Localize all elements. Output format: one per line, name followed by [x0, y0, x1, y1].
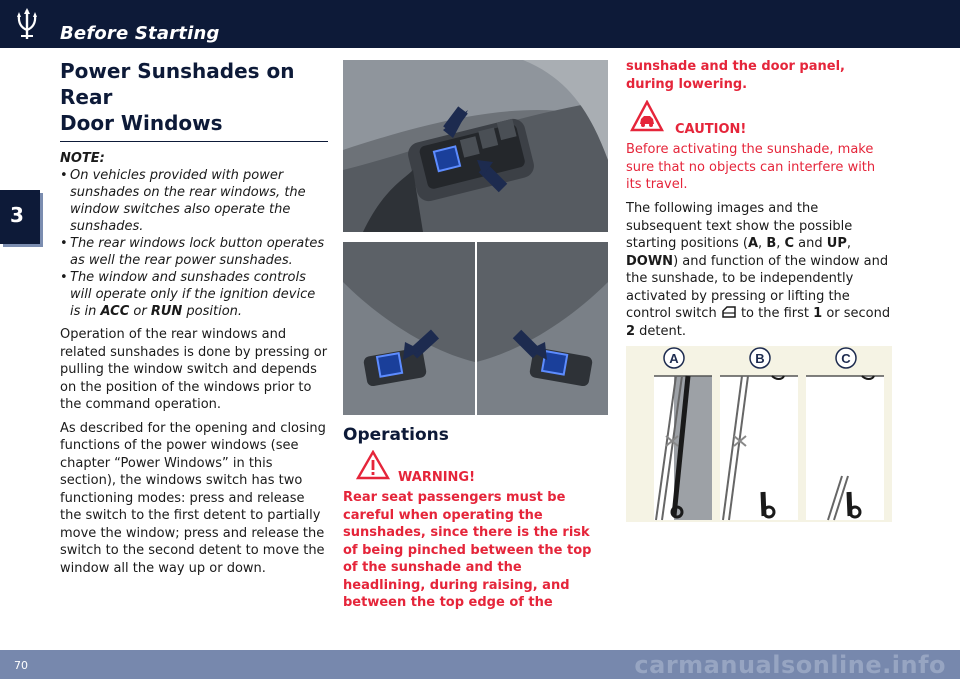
title-line-2: Door Windows: [60, 111, 223, 135]
page-number: 70: [14, 659, 28, 672]
position-c-panel: [806, 376, 884, 520]
note-text: position.: [182, 304, 243, 319]
note-item: • On vehicles provided with power sunshades on the rear windows, the window switches also operate the sunshades.: [60, 168, 306, 234]
article-column: [60, 58, 328, 577]
note-item: • The window and sunshades controls will operate only if the ignition device is in ACC or RUN position.: [60, 270, 316, 319]
label-c: [836, 348, 856, 368]
text-span: detent.: [635, 323, 686, 339]
title-line-1: Power Sunshades on Rear: [60, 59, 295, 109]
note-text: or: [129, 304, 151, 319]
run-label: RUN: [150, 304, 183, 319]
rear-switches-photo: [343, 242, 608, 415]
paragraph-functions: As described for the opening and closing functions of the power windows (see chapter “Power Windows” in this section), the windows switch has two functioning modes: press and release the switch to the first detent to partially move the window; press and release the switch to the second detent to move the window all the way up or down.: [60, 420, 326, 576]
door-switch-photo: [343, 60, 608, 232]
title-divider: [60, 141, 328, 142]
position-c: C: [784, 236, 795, 251]
position-a: A: [747, 236, 759, 251]
position-b: B: [766, 236, 777, 251]
warning-continuation-text: sunshade and the door panel, during lowering.: [626, 59, 845, 92]
detent-1: 1: [813, 306, 823, 321]
header-bar: [0, 0, 960, 48]
note-label: NOTE:: [60, 151, 105, 166]
position-a-panel: [654, 376, 712, 520]
chapter-tab: [0, 190, 40, 244]
text-span: ,: [776, 236, 785, 251]
text-span: The following images and the subsequent text show the possible starting positions (: [626, 201, 853, 251]
text-span: ,: [846, 236, 852, 251]
footer-bar: [0, 650, 960, 679]
label-b: [750, 348, 770, 368]
warning-continuation: [626, 58, 894, 93]
down-label: DOWN: [626, 253, 674, 269]
paragraph-operation: Operation of the rear windows and related sunshades is done by pressing or pulling the window switch and depends on the position of the windows prior to the command operation.: [60, 327, 328, 412]
position-b-panel: [720, 376, 798, 520]
label-a-text: A: [669, 351, 679, 366]
trident-logo-icon: [10, 6, 44, 42]
caution-text: Before activating the sunshade, make sure that no objects can interfere with its travel.: [626, 142, 876, 192]
positions-paragraph: [626, 200, 894, 340]
note-item: • The rear windows lock button operates as well the rear power sunshades.: [60, 236, 325, 268]
text-span: to the first: [736, 306, 814, 321]
section-title: Before Starting: [60, 23, 220, 44]
caution-label: CAUTION!: [675, 122, 747, 137]
detent-2: 2: [626, 323, 636, 339]
operations-heading: Operations: [343, 425, 449, 445]
note-text: The rear windows lock button operates as well the rear power sunshades.: [70, 236, 325, 268]
text-span: ,: [758, 236, 767, 251]
positions-text: [626, 200, 894, 340]
warning-label: WARNING!: [398, 470, 476, 485]
caution-car-triangle-icon: [630, 100, 664, 132]
text-span: and: [794, 236, 827, 251]
up-label: UP: [826, 236, 847, 251]
label-a: [664, 348, 684, 368]
door-switch-illustration: [343, 60, 608, 232]
watermark: carmanualsonline.info: [634, 651, 946, 679]
sunshade-positions-diagram: [626, 346, 892, 522]
warning-triangle-icon: [356, 450, 390, 480]
warning-text: Rear seat passengers must be careful when operating the sunshades, since there is the risk of being pinched between the top of the sunshade and the headlining, during raising, and between the top edge of the: [343, 490, 592, 610]
rear-switch-illustration: [343, 242, 608, 415]
chapter-number: 3: [10, 203, 24, 227]
label-c-text: C: [841, 351, 851, 366]
label-b-text: B: [755, 351, 765, 366]
acc-label: ACC: [100, 304, 130, 319]
text-span: or second: [822, 306, 891, 321]
window-switch-icon: [721, 306, 737, 318]
text-span: ) and function of the window and the sunshade, to be independently activated by pressing or lifting the control switch: [626, 253, 889, 321]
page-title: [60, 58, 328, 136]
note-text: The window and sunshades controls will operate only if the ignition device is in: [70, 270, 316, 319]
note-text: On vehicles provided with power sunshades on the rear windows, the window switches also operate the sunshades.: [70, 168, 306, 234]
